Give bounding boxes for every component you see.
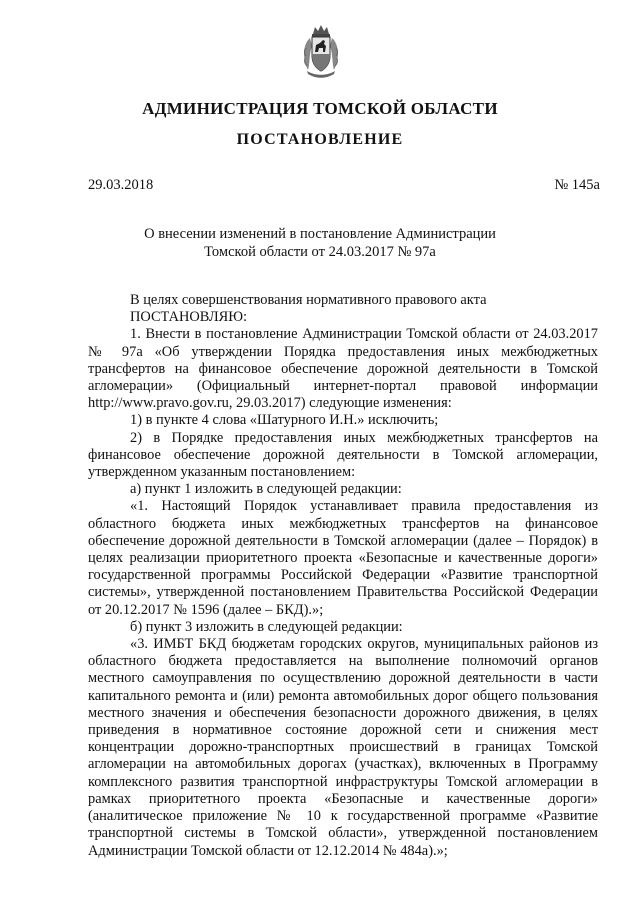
document-subject [0, 225, 640, 261]
body-paragraph: В целях совершенствования нормативного правового акта [130, 292, 487, 308]
document-type-title: ПОСТАНОВЛЕНИЕ [236, 131, 404, 148]
body-paragraph: «3. ИМБТ БКД бюджетам городских округов, муниципальных районов из областного бюджета предоставляется на выполнение полномочий органов местного самоуправления по осуществлению дорожной деятельности в части капитального ремонта и (или) ремонта автомобильных дорог общего пользования местного значения и обеспечения безопасности дорожного движения, в целях приведения в нормативное состояние дорожной сети и снижения мест концентрации дорожно-транспортных происшествий в границах Томской агломерации на автомобильных дорогах (участках), включенных в Программу комплексного развития транспортной инфраструктуры Томской агломерации в рамках приоритетного проекта «Безопасные и качественные дороги» (аналитическое приложение № 10 к государственной программе «Развитие транспортной системы в Томской области», утвержденной постановлением Администрации Томской области от 12.12.2014 № 484а).»; [88, 636, 598, 859]
body-paragraph: ПОСТАНОВЛЯЮ: [130, 309, 248, 326]
document-body [88, 292, 598, 860]
document-number: № 145а [554, 177, 600, 193]
body-paragraph: 1) в пункте 4 слова «Шатурного И.Н.» исключить; [130, 412, 439, 429]
body-paragraph: б) пункт 3 изложить в следующей редакции: [130, 618, 403, 635]
tomsk-coat-of-arms-emblem [301, 24, 341, 80]
body-paragraph: а) пункт 1 изложить в следующей редакции: [130, 481, 402, 498]
document-date: 29.03.2018 [88, 177, 154, 193]
subject-line: Томской области от 24.03.2017 № 97а [204, 244, 436, 260]
body-paragraph: 1. Внести в постановление Администрации Томской области от 24.03.2017 № 97а «Об утверждении Порядка предоставления иных межбюджетных трансфертов на финансовое обеспечение дорожной деятельности в Томской агломерации» (Официальный интернет-портал правовой информации http://www.pravo.gov.ru, 29.03.2017) следующие изменения: [88, 326, 598, 412]
organization-name: АДМИНИСТРАЦИЯ ТОМСКОЙ ОБЛАСТИ [142, 99, 498, 118]
body-paragraph: 2) в Порядке предоставления иных межбюджетных трансфертов на финансовое обеспечение дорожной деятельности в Томской агломерации, утвержденном указанным постановлением: [88, 429, 598, 481]
subject-line: О внесении изменений в постановление Администрации [144, 226, 496, 242]
body-paragraph: «1. Настоящий Порядок устанавливает правила предоставления из областного бюджета иных межбюджетных трансфертов на финансовое обеспечение дорожной деятельности в Томской агломерации (далее – Порядок) в целях реализации приоритетного проекта «Безопасные и качественные дороги» государственной программы Российской Федерации «Развитие транспортной системы», утвержденной постановлением Правительства Российской Федерации от 20.12.2017 № 1596 (далее – БКД).»; [88, 498, 598, 618]
